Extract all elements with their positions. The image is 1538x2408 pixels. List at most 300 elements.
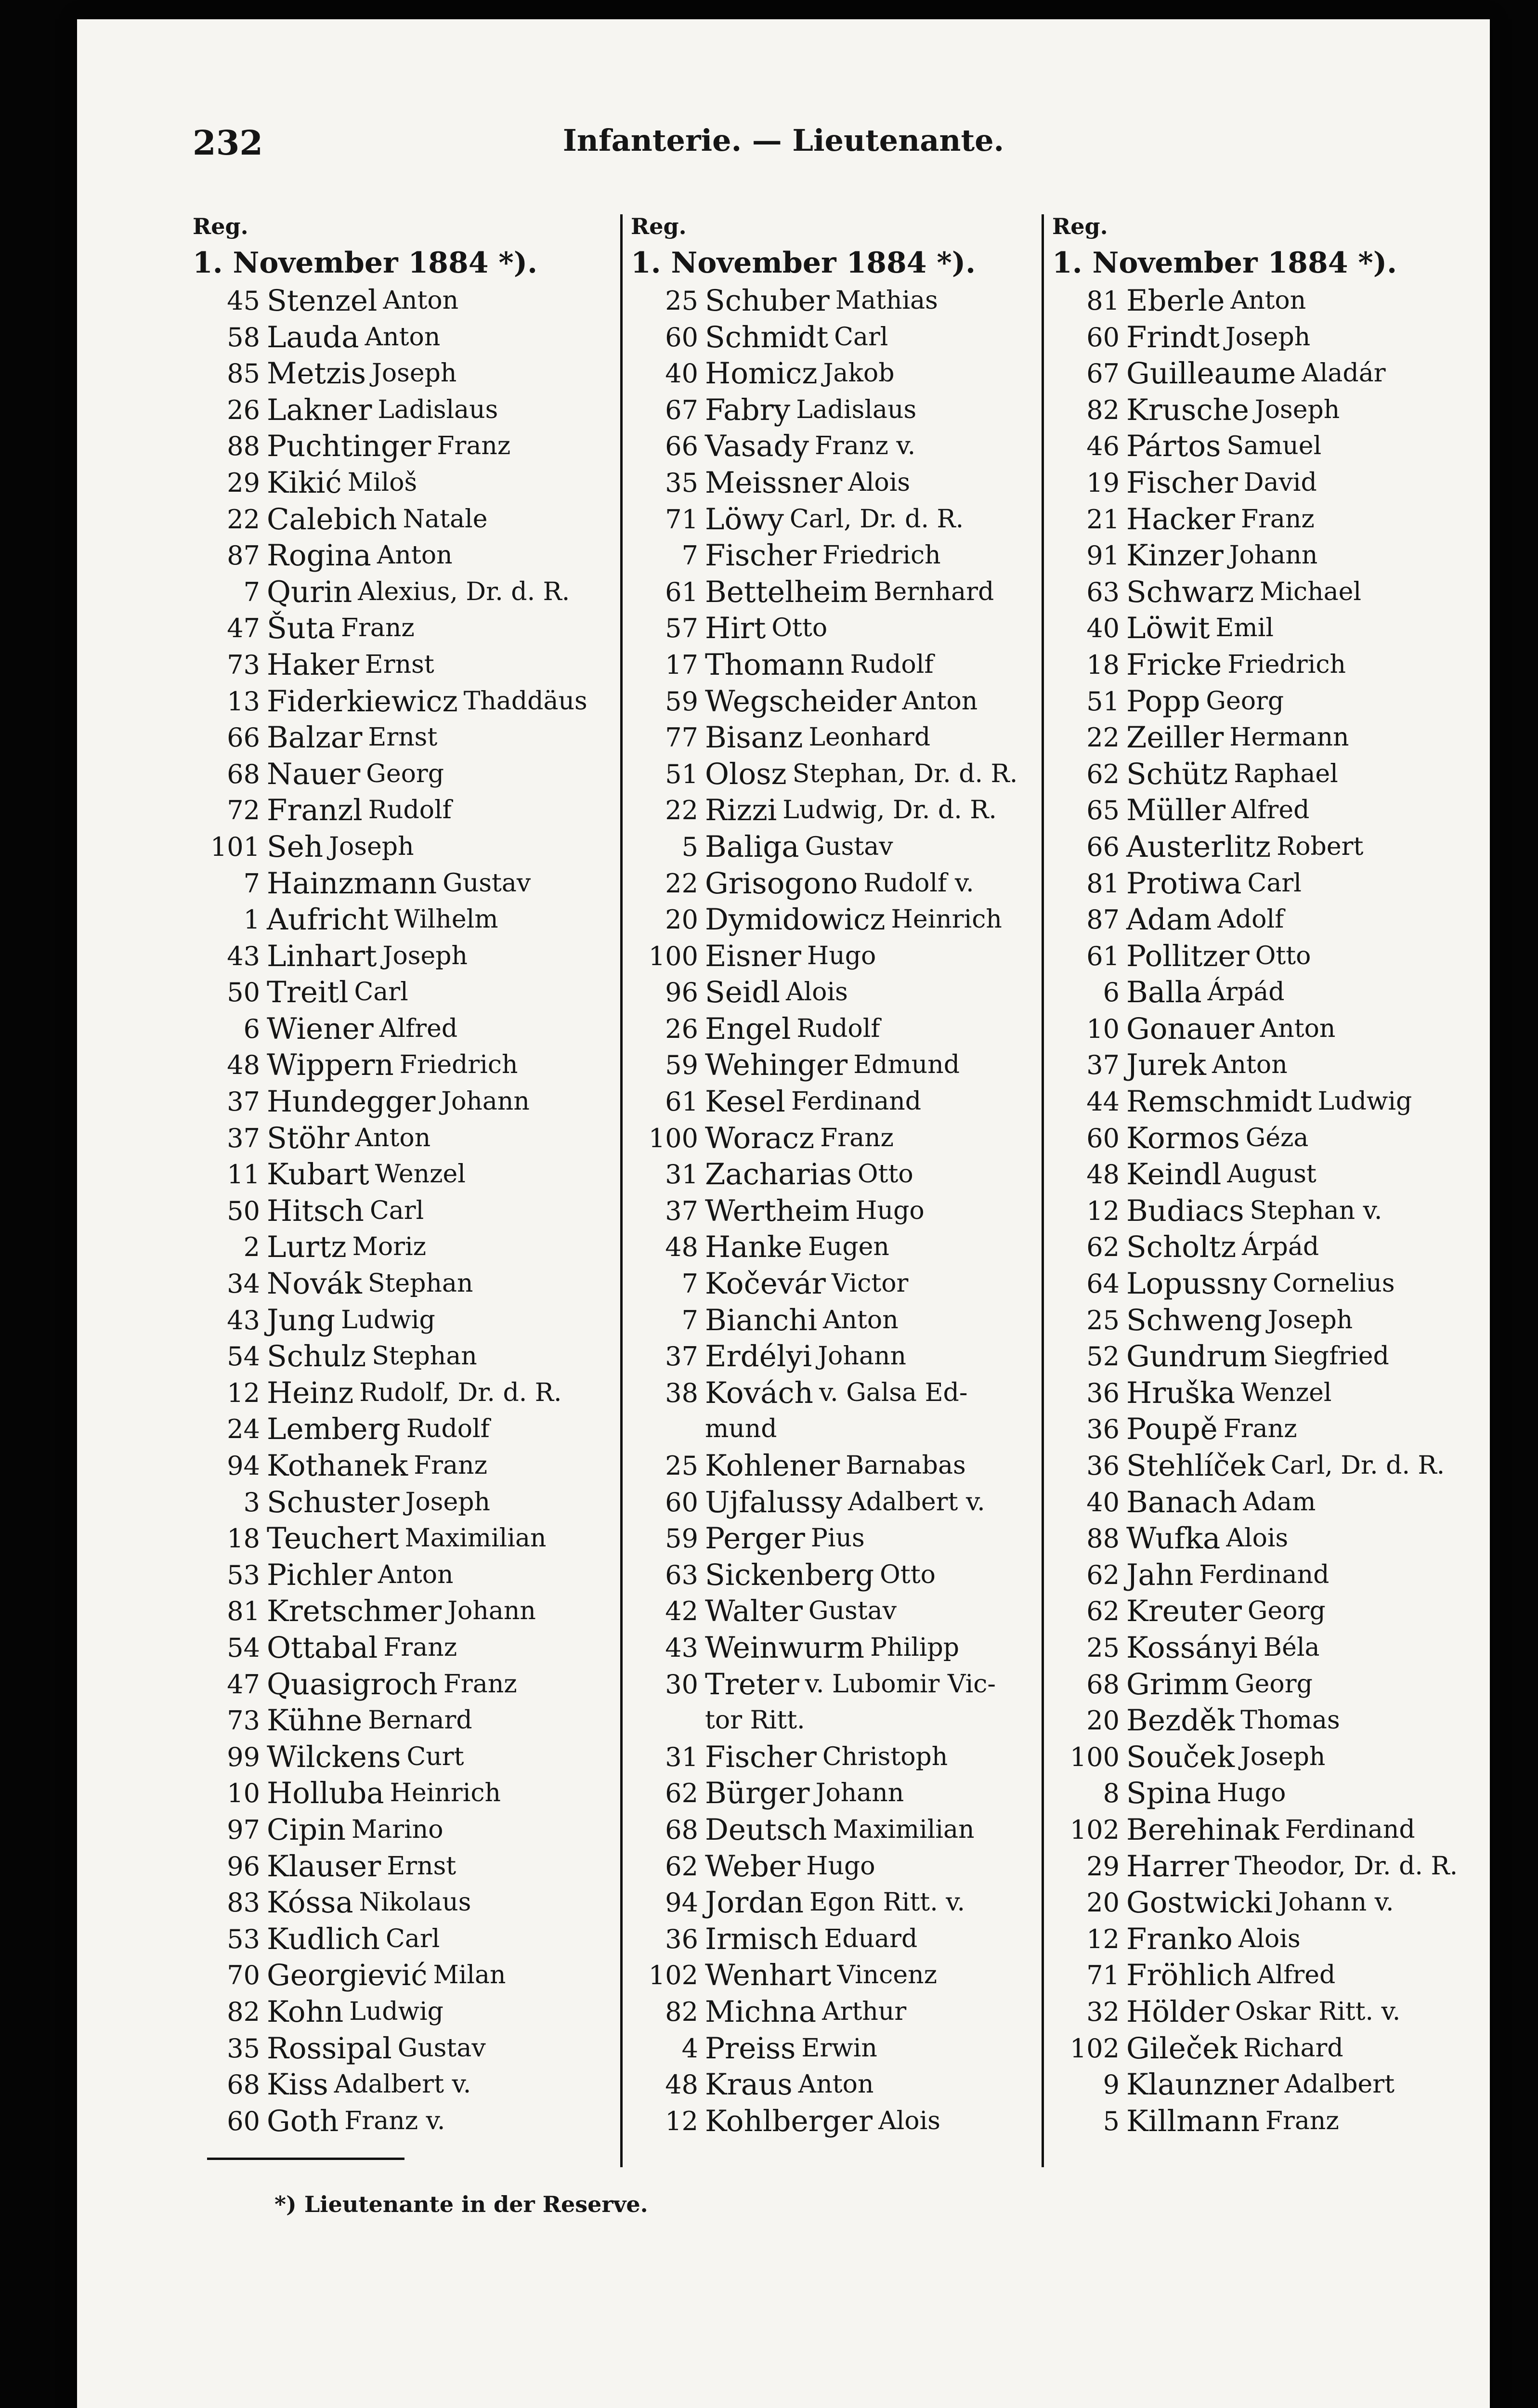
- given-name: Carl: [834, 322, 888, 352]
- regiment-number: 82: [227, 1996, 260, 2027]
- list-item: [193, 1812, 597, 1848]
- regiment-number: 62: [1086, 1232, 1120, 1263]
- given-name: Anton: [1230, 286, 1306, 315]
- given-name: Anton: [377, 541, 453, 570]
- surname: Schütz: [1126, 757, 1228, 791]
- list-item: [193, 829, 597, 865]
- regiment-number: 65: [1086, 795, 1120, 826]
- regiment-number: 97: [227, 1814, 260, 1845]
- regiment-number: 50: [227, 1195, 260, 1226]
- surname: Preiss: [705, 2031, 796, 2066]
- list-item: [631, 683, 1035, 720]
- list-item: [1052, 647, 1457, 683]
- list-item: [631, 756, 1035, 793]
- given-name: Hugo: [855, 1196, 925, 1225]
- regiment-number: 11: [227, 1159, 260, 1190]
- list-item: [193, 1630, 597, 1666]
- given-name: Adam: [1243, 1487, 1316, 1517]
- given-name: Leonhard: [808, 723, 931, 752]
- surname: Kikić: [267, 465, 342, 500]
- given-name: Adalbert v.: [848, 1487, 985, 1517]
- given-name: Marino: [352, 1815, 443, 1844]
- list-item: [631, 1011, 1035, 1047]
- regiment-number: 7: [681, 1269, 698, 1299]
- given-name: Otto: [1255, 941, 1311, 970]
- list-item: [1052, 1775, 1457, 1812]
- given-name: Hermann: [1229, 723, 1349, 752]
- list-item: [1052, 1229, 1457, 1266]
- list-item: [1052, 1411, 1457, 1448]
- regiment-number: 61: [665, 1086, 698, 1117]
- column-3: [1052, 209, 1457, 2139]
- list-item: [631, 355, 1035, 392]
- list-item: [193, 537, 597, 574]
- surname: Franko: [1126, 1922, 1233, 1956]
- given-name: Franz: [1240, 504, 1315, 534]
- regiment-number: 48: [665, 1232, 698, 1263]
- surname: Wenhart: [705, 1958, 832, 1993]
- regiment-number: 26: [665, 1013, 698, 1044]
- regiment-number: 61: [1086, 941, 1120, 971]
- list-item: [631, 1484, 1035, 1521]
- list-item: [1052, 1193, 1457, 1230]
- regiment-number: 20: [1086, 1887, 1120, 1918]
- given-name: Rudolf: [406, 1414, 490, 1444]
- regiment-number: 37: [227, 1086, 260, 1117]
- surname: Fabry: [705, 393, 791, 427]
- list-item: [1052, 938, 1457, 975]
- given-name: Rudolf: [796, 1014, 880, 1043]
- surname: Schwarz: [1126, 575, 1254, 609]
- given-name: Árpád: [1242, 1232, 1319, 1262]
- given-name: Alois: [1238, 1924, 1301, 1953]
- surname: Kovách: [705, 1375, 813, 1410]
- regiment-number: 19: [1086, 467, 1120, 498]
- list-item: [631, 1775, 1035, 1812]
- surname: Homicz: [705, 356, 818, 391]
- list-item: [631, 1448, 1035, 1484]
- regiment-number: 68: [1086, 1669, 1120, 1700]
- list-item: [193, 465, 597, 501]
- regiment-number: 66: [227, 722, 260, 753]
- regiment-number: 62: [665, 1851, 698, 1882]
- list-item: [631, 610, 1035, 647]
- list-item: [631, 938, 1035, 975]
- regiment-number: 72: [227, 795, 260, 826]
- surname: Bettelheim: [705, 575, 868, 609]
- list-item: [1052, 610, 1457, 647]
- regiment-number: 51: [1086, 686, 1120, 717]
- regiment-number: 77: [665, 722, 698, 753]
- list-item: [1052, 1302, 1457, 1339]
- list-item: [193, 1266, 597, 1302]
- regiment-number: 37: [1086, 1050, 1120, 1081]
- list-item-continuation: tor Ritt.: [705, 1706, 805, 1735]
- regiment-number: 100: [648, 1123, 698, 1153]
- list-item: [1052, 1047, 1457, 1084]
- regiment-number: 40: [1086, 613, 1120, 644]
- list-item: [193, 1484, 597, 1521]
- given-name: Gustav: [808, 1597, 897, 1626]
- list-item: [193, 1593, 597, 1630]
- regiment-number: 25: [665, 286, 698, 316]
- surname: Löwit: [1126, 611, 1210, 646]
- regiment-number: 88: [227, 431, 260, 462]
- given-name: Adolf: [1217, 905, 1284, 934]
- given-name: Siegfried: [1273, 1342, 1389, 1371]
- regiment-number: 7: [681, 1305, 698, 1335]
- regiment-number: 22: [227, 504, 260, 535]
- given-name: Anton: [365, 322, 441, 352]
- list-item: [193, 392, 597, 429]
- given-name: Joseph: [1254, 395, 1340, 424]
- surname: Zeiller: [1126, 720, 1224, 755]
- given-name: Barnabas: [846, 1451, 966, 1480]
- given-name: Wenzel: [375, 1160, 466, 1189]
- entry-list: [631, 283, 1035, 2139]
- surname: Gundrum: [1126, 1339, 1267, 1374]
- regiment-number: 4: [681, 2033, 698, 2064]
- regiment-number: 10: [227, 1778, 260, 1809]
- regiment-number: 47: [227, 1669, 260, 1700]
- surname: Banach: [1126, 1485, 1238, 1519]
- given-name: Gustav: [805, 832, 893, 861]
- given-name: Ernst: [368, 723, 438, 752]
- regiment-number: 48: [665, 2069, 698, 2100]
- regiment-number: 67: [1086, 358, 1120, 389]
- regiment-number: 62: [1086, 1559, 1120, 1590]
- regiment-number: 60: [665, 1487, 698, 1518]
- surname: Haker: [267, 647, 359, 682]
- surname: Georgiević: [267, 1958, 428, 1993]
- list-item: [1052, 1702, 1457, 1739]
- regiment-number: 59: [665, 686, 698, 717]
- regiment-number: 30: [665, 1669, 698, 1700]
- given-name: Anton: [798, 2070, 874, 2099]
- surname: Fischer: [1126, 465, 1238, 500]
- surname: Franzl: [267, 793, 363, 828]
- given-name: Alfred: [1231, 796, 1310, 825]
- given-name: Joseph: [1240, 1742, 1326, 1771]
- given-name: Emil: [1215, 614, 1274, 643]
- surname: Lauda: [267, 320, 359, 354]
- regiment-number: 29: [1086, 1851, 1120, 1882]
- given-name: Anton: [355, 1123, 431, 1152]
- list-item: [1052, 501, 1457, 538]
- regiment-number: 66: [1086, 831, 1120, 862]
- surname: Quasigroch: [267, 1667, 438, 1701]
- list-item: [193, 1702, 597, 1739]
- list-item: [1052, 2030, 1457, 2067]
- list-item: [1052, 792, 1457, 829]
- column-reg-label: Reg.: [1052, 213, 1108, 239]
- surname: Grimm: [1126, 1667, 1229, 1701]
- list-item: [1052, 683, 1457, 720]
- surname: Fischer: [705, 1740, 817, 1774]
- regiment-number: 37: [665, 1195, 698, 1226]
- surname: Novák: [267, 1267, 362, 1301]
- list-item: [631, 2030, 1035, 2067]
- surname: Kočevár: [705, 1267, 826, 1301]
- list-item: [631, 428, 1035, 465]
- list-item: [1052, 2067, 1457, 2103]
- given-name: Georg: [1206, 686, 1284, 716]
- given-name: Samuel: [1226, 432, 1322, 461]
- regiment-number: 91: [1086, 540, 1120, 571]
- regiment-number: 44: [1086, 1086, 1120, 1117]
- list-item: [631, 2067, 1035, 2103]
- given-name: Theodor, Dr. d. R.: [1235, 1851, 1458, 1881]
- surname: Grisogono: [705, 866, 858, 901]
- surname: Vasady: [705, 429, 809, 464]
- regiment-number: 17: [665, 649, 698, 680]
- surname: Bianchi: [705, 1303, 817, 1337]
- surname: Kóssa: [267, 1885, 353, 1920]
- list-item: [1052, 1994, 1457, 2030]
- list-item: [1052, 1338, 1457, 1375]
- surname: Kohlener: [705, 1449, 840, 1483]
- regiment-number: 85: [227, 358, 260, 389]
- surname: Protiwa: [1126, 866, 1242, 901]
- surname: Pollitzer: [1126, 939, 1250, 973]
- list-item: [193, 1120, 597, 1157]
- surname: Schulz: [267, 1339, 366, 1374]
- surname: Irmisch: [705, 1922, 819, 1956]
- list-item: [631, 1666, 1035, 1703]
- regiment-number: 22: [665, 868, 698, 899]
- entry-list: [1052, 283, 1457, 2139]
- regiment-number: 94: [227, 1451, 260, 1481]
- column-2: [631, 209, 1035, 2139]
- surname: Kohlberger: [705, 2104, 873, 2138]
- regiment-number: 7: [243, 868, 260, 899]
- regiment-number: 38: [665, 1377, 698, 1408]
- list-item: [1052, 1266, 1457, 1302]
- surname: Fricke: [1126, 647, 1222, 682]
- surname: Kühne: [267, 1703, 363, 1738]
- column-date-heading: 1. November 1884 *).: [631, 246, 976, 280]
- given-name: Stephan: [372, 1342, 477, 1371]
- surname: Qurin: [267, 575, 352, 609]
- regiment-number: 96: [227, 1851, 260, 1882]
- regiment-number: 5: [681, 831, 698, 862]
- given-name: Maximilian: [833, 1815, 975, 1844]
- regiment-number: 9: [1103, 2069, 1120, 2100]
- given-name: Heinrich: [891, 905, 1002, 934]
- regiment-number: 12: [227, 1377, 260, 1408]
- regiment-number: 70: [227, 1960, 260, 1991]
- surname: Seh: [267, 829, 324, 864]
- given-name: Anton: [383, 286, 459, 315]
- regiment-number: 31: [665, 1741, 698, 1772]
- column-date-heading: 1. November 1884 *).: [1052, 246, 1397, 280]
- surname: Harrer: [1126, 1849, 1229, 1884]
- list-item: [631, 1120, 1035, 1157]
- regiment-number: 71: [665, 504, 698, 535]
- list-item: [631, 537, 1035, 574]
- list-item: [193, 974, 597, 1011]
- surname: Erdélyi: [705, 1339, 812, 1374]
- list-item: [631, 1739, 1035, 1776]
- list-item: [1052, 283, 1457, 319]
- document-page: [77, 19, 1490, 2408]
- given-name: Aladár: [1302, 359, 1386, 388]
- regiment-number: 25: [1086, 1305, 1120, 1335]
- regiment-number: 67: [665, 394, 698, 425]
- regiment-number: 43: [665, 1632, 698, 1663]
- column-divider: [1042, 214, 1044, 2167]
- list-item: [1052, 319, 1457, 356]
- given-name: Anton: [902, 686, 978, 716]
- regiment-number: 37: [227, 1123, 260, 1153]
- regiment-number: 22: [665, 795, 698, 826]
- surname: Balzar: [267, 720, 363, 755]
- given-name: Árpád: [1207, 978, 1285, 1007]
- surname: Klauser: [267, 1849, 381, 1884]
- list-item: [193, 319, 597, 356]
- list-item: [631, 574, 1035, 611]
- surname: Olosz: [705, 757, 787, 791]
- list-item: [193, 792, 597, 829]
- list-item: [631, 1848, 1035, 1885]
- list-item: [193, 1011, 597, 1047]
- surname: Hacker: [1126, 502, 1235, 537]
- list-item: [631, 1193, 1035, 1230]
- list-item: [193, 683, 597, 720]
- regiment-number: 21: [1086, 504, 1120, 535]
- list-item: [1052, 1593, 1457, 1630]
- list-item: [193, 902, 597, 938]
- list-item: [193, 1848, 597, 1885]
- surname: Bisanz: [705, 720, 803, 755]
- regiment-number: 35: [227, 2033, 260, 2064]
- surname: Nauer: [267, 757, 361, 791]
- given-name: v. Lubomir Vic-: [805, 1669, 996, 1699]
- surname: Lemberg: [267, 1412, 401, 1447]
- list-item: [193, 283, 597, 319]
- list-item: [1052, 392, 1457, 429]
- surname: Kudlich: [267, 1922, 380, 1956]
- regiment-number: 45: [227, 286, 260, 316]
- given-name: Franz: [443, 1669, 517, 1699]
- surname: Lopussny: [1126, 1267, 1267, 1301]
- surname: Linhart: [267, 939, 377, 973]
- list-item: [631, 865, 1035, 902]
- surname: Hainzmann: [267, 866, 437, 901]
- surname: Frindt: [1126, 320, 1220, 354]
- given-name: Adalbert v.: [334, 2070, 471, 2099]
- surname: Stöhr: [267, 1121, 350, 1155]
- regiment-number: 36: [1086, 1414, 1120, 1445]
- given-name: Oskar Ritt. v.: [1235, 1997, 1401, 2026]
- surname: Engel: [705, 1011, 791, 1046]
- regiment-number: 54: [227, 1341, 260, 1372]
- surname: Wertheim: [705, 1193, 850, 1228]
- surname: Deutsch: [705, 1812, 827, 1847]
- surname: Heinz: [267, 1375, 354, 1410]
- given-name: Franz v.: [344, 2106, 445, 2135]
- surname: Hanke: [705, 1230, 802, 1265]
- surname: Puchtinger: [267, 429, 431, 464]
- list-item: [631, 465, 1035, 501]
- surname: Schweng: [1126, 1303, 1262, 1337]
- surname: Keindl: [1126, 1157, 1222, 1192]
- surname: Souček: [1126, 1740, 1235, 1774]
- given-name: Alois: [878, 2106, 940, 2135]
- list-item: [1052, 1448, 1457, 1484]
- given-name: Eugen: [808, 1232, 889, 1262]
- given-name: Carl: [354, 978, 408, 1007]
- given-name: Ludwig: [1317, 1087, 1412, 1116]
- list-item: [631, 1994, 1035, 2030]
- surname: Wiener: [267, 1011, 374, 1046]
- given-name: Maximilian: [404, 1524, 547, 1553]
- list-item: [193, 938, 597, 975]
- list-item: [193, 428, 597, 465]
- surname: Kesel: [705, 1085, 785, 1119]
- regiment-number: 20: [665, 904, 698, 935]
- list-item: [1052, 574, 1457, 611]
- list-item: [193, 2103, 597, 2140]
- regiment-number: 53: [227, 1924, 260, 1954]
- list-item: [631, 647, 1035, 683]
- regiment-number: 51: [665, 759, 698, 789]
- list-item: [1052, 1630, 1457, 1666]
- regiment-number: 54: [227, 1632, 260, 1663]
- surname: Walter: [705, 1594, 803, 1629]
- given-name: Victor: [831, 1269, 909, 1298]
- surname: Kinzer: [1126, 538, 1224, 573]
- regiment-number: 40: [665, 358, 698, 389]
- regiment-number: 24: [227, 1414, 260, 1445]
- surname: Baliga: [705, 829, 799, 864]
- given-name: Thomas: [1240, 1706, 1340, 1735]
- surname: Eberle: [1126, 284, 1225, 318]
- given-name: Otto: [857, 1160, 913, 1189]
- given-name: Wenzel: [1241, 1378, 1332, 1407]
- entry-list: [193, 283, 597, 2139]
- list-item: [193, 355, 597, 392]
- list-item: [193, 865, 597, 902]
- surname: Stenzel: [267, 284, 378, 318]
- list-item: [1052, 1739, 1457, 1776]
- list-item: [1052, 720, 1457, 756]
- regiment-number: 48: [1086, 1159, 1120, 1190]
- given-name: Hugo: [806, 1851, 875, 1881]
- surname: Lurtz: [267, 1230, 347, 1265]
- given-name: Rudolf v.: [863, 868, 974, 898]
- surname: Aufricht: [267, 903, 389, 937]
- regiment-number: 64: [1086, 1269, 1120, 1299]
- surname: Weinwurm: [705, 1630, 865, 1665]
- surname: Wufka: [1126, 1521, 1221, 1556]
- surname: Gileček: [1126, 2031, 1238, 2066]
- regiment-number: 63: [1086, 576, 1120, 607]
- regiment-number: 48: [227, 1050, 260, 1081]
- list-item: [631, 1520, 1035, 1557]
- given-name: Mathias: [835, 286, 938, 315]
- regiment-number: 43: [227, 1305, 260, 1335]
- list-item: [193, 1957, 597, 1994]
- given-name: Otto: [771, 614, 828, 643]
- regiment-number: 68: [227, 759, 260, 789]
- list-item: [631, 1375, 1035, 1412]
- regiment-number: 18: [227, 1523, 260, 1554]
- given-name: Anton: [378, 1560, 454, 1589]
- regiment-number: 20: [1086, 1705, 1120, 1736]
- surname: Meissner: [705, 465, 843, 500]
- given-name: Stephan: [367, 1269, 473, 1298]
